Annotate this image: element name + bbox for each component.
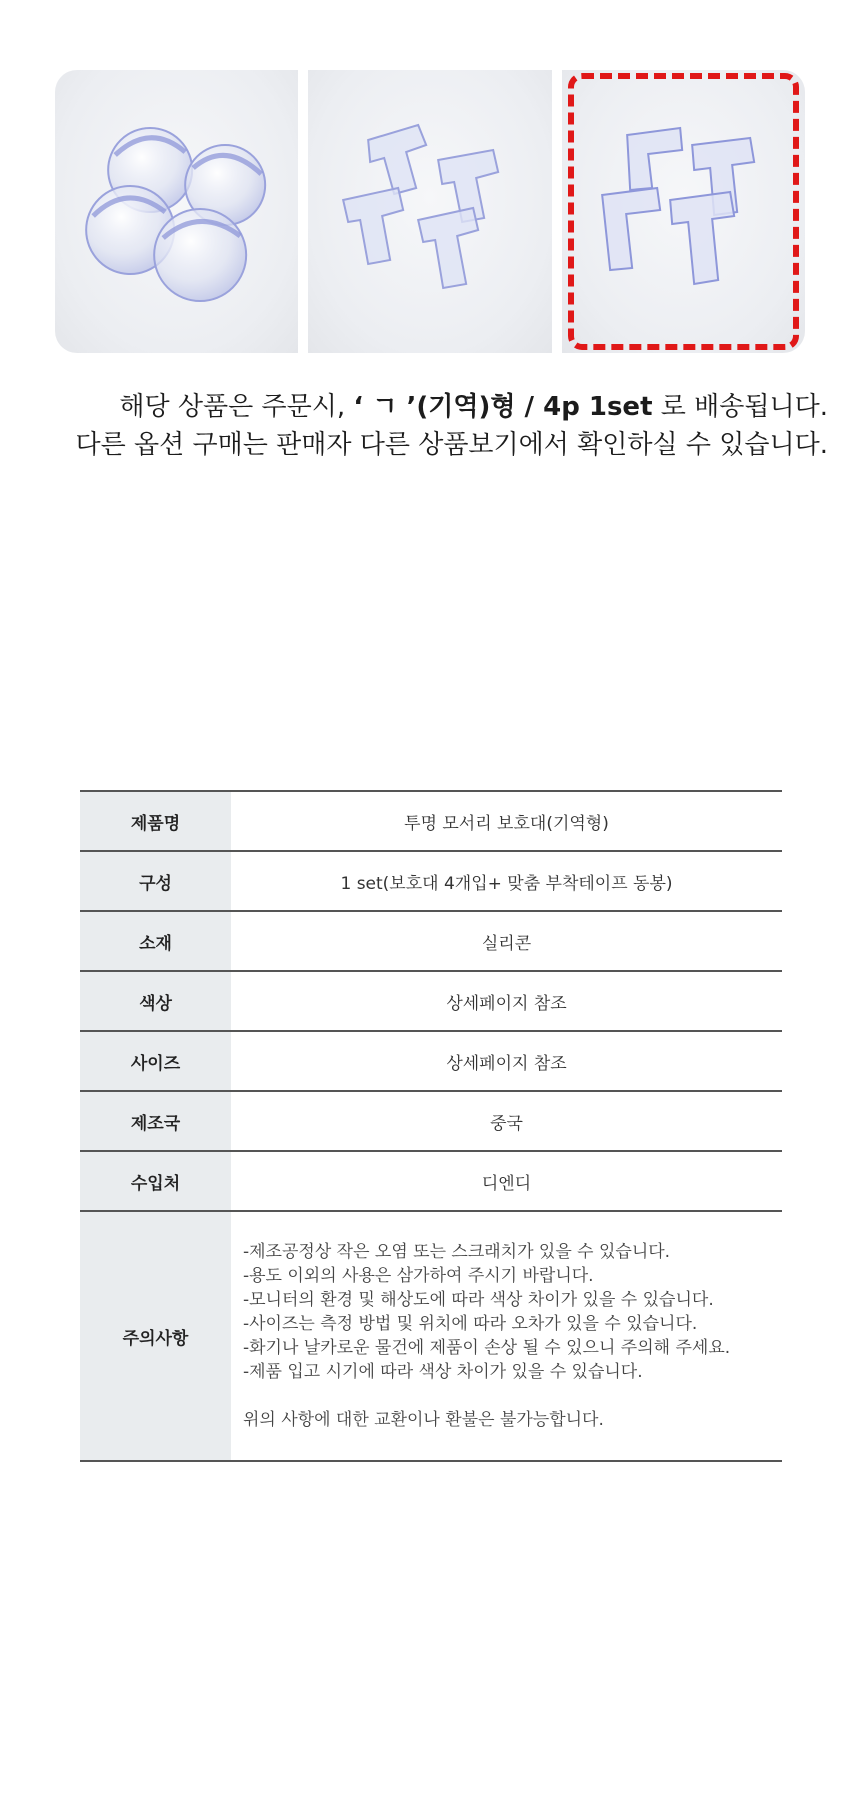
- notice-prefix: 해당 상품은 주문시,: [119, 392, 354, 422]
- caution-line: -제품 입고 시기에 따라 색상 차이가 있을 수 있습니다.: [243, 1362, 643, 1382]
- caution-spacer: [243, 1384, 782, 1408]
- spec-row-product-name: [80, 791, 782, 851]
- spec-row-origin: [80, 1091, 782, 1151]
- spec-value: 상세페이지 참조: [231, 971, 782, 1031]
- spec-label: 구성: [80, 851, 231, 911]
- caution-notes: [231, 1211, 782, 1461]
- round-corner-guard-photo: [55, 70, 298, 353]
- t-guards-illustration: [308, 70, 551, 353]
- spec-label: 수입처: [80, 1151, 231, 1211]
- spec-row-color: [80, 971, 782, 1031]
- round-guards-illustration: [55, 70, 298, 353]
- spec-row-composition: [80, 851, 782, 911]
- notice-line-2: 다른 옵션 구매는 판매자 다른 상품보기에서 확인하실 수 있습니다.: [75, 430, 828, 460]
- spec-value: 투명 모서리 보호대(기역형): [231, 791, 782, 851]
- spec-row-material: [80, 911, 782, 971]
- l-corner-guard-photo: [562, 70, 805, 353]
- caution-footer: 위의 사항에 대한 교환이나 환불은 불가능합니다.: [243, 1410, 604, 1430]
- notice-line-1: [0, 388, 860, 426]
- caution-line: -사이즈는 측정 방법 및 위치에 따라 오차가 있을 수 있습니다.: [243, 1314, 698, 1334]
- spec-row-caution: [80, 1211, 782, 1461]
- spec-label: 색상: [80, 971, 231, 1031]
- caution-line: -화기나 날카로운 물건에 제품이 손상 될 수 있으니 주의해 주세요.: [243, 1338, 731, 1358]
- spec-label: 소재: [80, 911, 231, 971]
- spec-label: 사이즈: [80, 1031, 231, 1091]
- product-photo-strip: [55, 70, 805, 353]
- spec-label: 제품명: [80, 791, 231, 851]
- caution-line: -모니터의 환경 및 해상도에 따라 색상 차이가 있을 수 있습니다.: [243, 1290, 714, 1310]
- spec-label: 주의사항: [80, 1211, 231, 1461]
- spec-value: 실리콘: [231, 911, 782, 971]
- product-spec-table: [80, 790, 782, 1462]
- spec-value: 상세페이지 참조: [231, 1031, 782, 1091]
- t-corner-guard-photo: [308, 70, 551, 353]
- spec-row-size: [80, 1031, 782, 1091]
- caution-line: -용도 이외의 사용은 삼가하여 주시기 바랍니다.: [243, 1266, 594, 1286]
- spec-label: 제조국: [80, 1091, 231, 1151]
- spec-value: 디엔디: [231, 1151, 782, 1211]
- shipping-notice: [0, 388, 860, 464]
- spec-row-importer: [80, 1151, 782, 1211]
- spec-value: 1 set(보호대 4개입+ 맞춤 부착테이프 동봉): [231, 851, 782, 911]
- notice-option: ‘ ㄱ ’(기역)형 / 4p 1set: [353, 392, 653, 422]
- l-guards-illustration: [562, 70, 805, 353]
- spec-value: 중국: [231, 1091, 782, 1151]
- caution-line: -제조공정상 작은 오염 또는 스크래치가 있을 수 있습니다.: [243, 1242, 671, 1262]
- notice-suffix: 로 배송됩니다.: [652, 392, 828, 422]
